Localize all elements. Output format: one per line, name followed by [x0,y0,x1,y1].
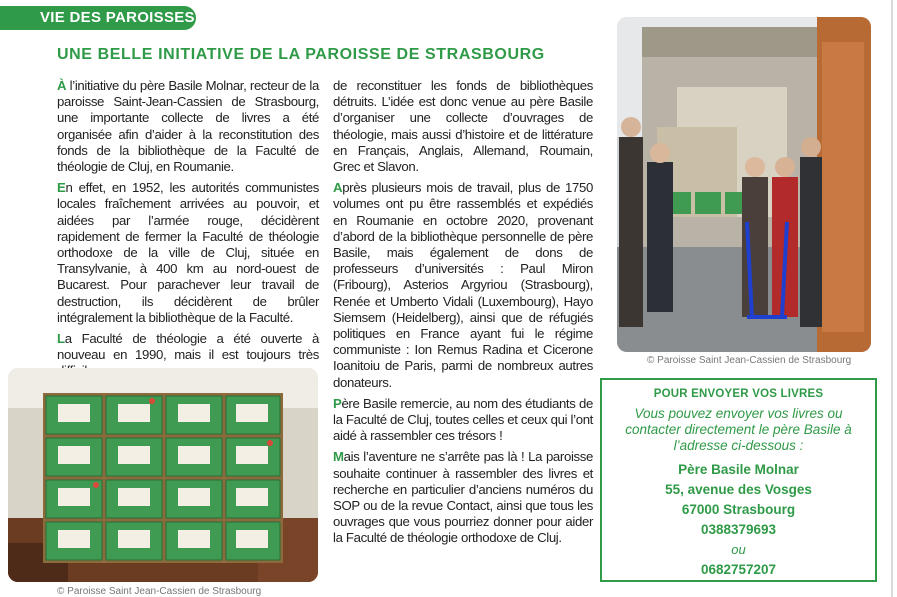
send-books-infobox [600,378,877,582]
drop-initial: A [333,180,343,196]
contact-phone-2: 0682757207 [700,562,777,577]
article-title: UNE BELLE INITIATIVE DE LA PAROISSE DE STRASBOURG [57,46,545,63]
contact-phone-1: 0388379693 [700,522,777,537]
paragraph: de reconstituer les fonds de bibliothèques détruits. L’idée est donc venue au père Basile d’organiser une collecte d’ouvrages de théologie, mais aussi d’histoire et de littérature en Français, Anglais, Allemand, Roumain, Grec et Slavon. [333,78,593,175]
photo-credit: © Paroisse Saint Jean-Cassien de Strasbourg [647,355,852,366]
paragraph: Mais l’aventure ne s’arrête pas là ! La paroisse souhaite continuer à rassembler des livres et recherche en particulier d’anciens numéros du SOP ou de la revue Contact, ainsi que tous les ouvrages que vous pourriez donner pour aider la Faculté de théologie orthodoxe de Cluj. [333,449,593,546]
drop-initial: À [57,78,67,93]
paragraph: En effet, en 1952, les autorités communistes locales fraîchement arrivées au pouvoir, et aidées par l’armée rouge, décidèrent rapidement de fermer la Faculté de théologie orthodoxe de la ville de Cluj, située en Transylvanie, à 400 km au nord-ouest de Bucarest. Pour parachever leur travail de destruction, ils décidèrent de brûler intégralement la bibliothèque de la Faculté. [57,180,319,325]
photo-truck-loading [617,17,871,352]
paragraph: À l’initiative du père Basile Molnar, recteur de la paroisse Saint-Jean-Cassien de Strasbourg, une importante collecte de livres a été organisée afin d’aider à la reconstitution des fonds de la bibliothèque de la Faculté de théologie de Cluj, en Roumanie. [57,78,319,175]
section-label: VIE DES PAROISSES [0,6,196,30]
article-column-1 [57,78,319,385]
infobox-intro: Vous pouvez envoyer vos livres ou contacter directement le père Basile à l’adresse ci-dessous : [625,406,852,453]
article-column-2 [333,78,593,552]
drop-initial: E [57,180,66,196]
contact-name: Père Basile Molnar [678,462,799,477]
infobox-title: POUR ENVOYER VOS LIVRES [653,388,824,400]
paragraph: Père Basile remercie, au nom des étudiants de la Faculté de Cluj, toutes celles et ceux qui l’ont aidé à rassembler ces trésors ! [333,395,593,444]
page-edge-rule [891,0,893,597]
contact-or: ou [731,542,746,557]
drop-initial: L [57,331,65,347]
photo-book-boxes [8,368,318,582]
paragraph: La Faculté de théologie a été ouverte à nouveau en 1990, mais il est toujours très [57,331,319,363]
contact-street: 55, avenue des Vosges [665,482,812,497]
paragraph: Après plusieurs mois de travail, plus de 1750 volumes ont pu être rassemblés et expédiés en Roumanie en octobre 2020, provenant d’abord de la bibliothèque personnelle de père Basile, mais également de dons de professeurs d’universités : Paul Miron (Fribourg), Asterios Argyriou (Strasbourg), Renée et Umberto Vidali (Luxembourg), Hayo Siemsem (Heidelberg), ainsi que de réfugiés politiques en France ayant fui le régime communiste : Ion Remus Radina et Cicerone Ioanitoiu de Paris, parmi de nombreux autres donateurs. [333,180,593,390]
drop-initial: P [333,395,342,411]
drop-initial: M [333,449,344,465]
contact-city: 67000 Strasbourg [681,502,796,517]
photo-credit: © Paroisse Saint Jean-Cassien de Strasbourg [57,586,262,597]
